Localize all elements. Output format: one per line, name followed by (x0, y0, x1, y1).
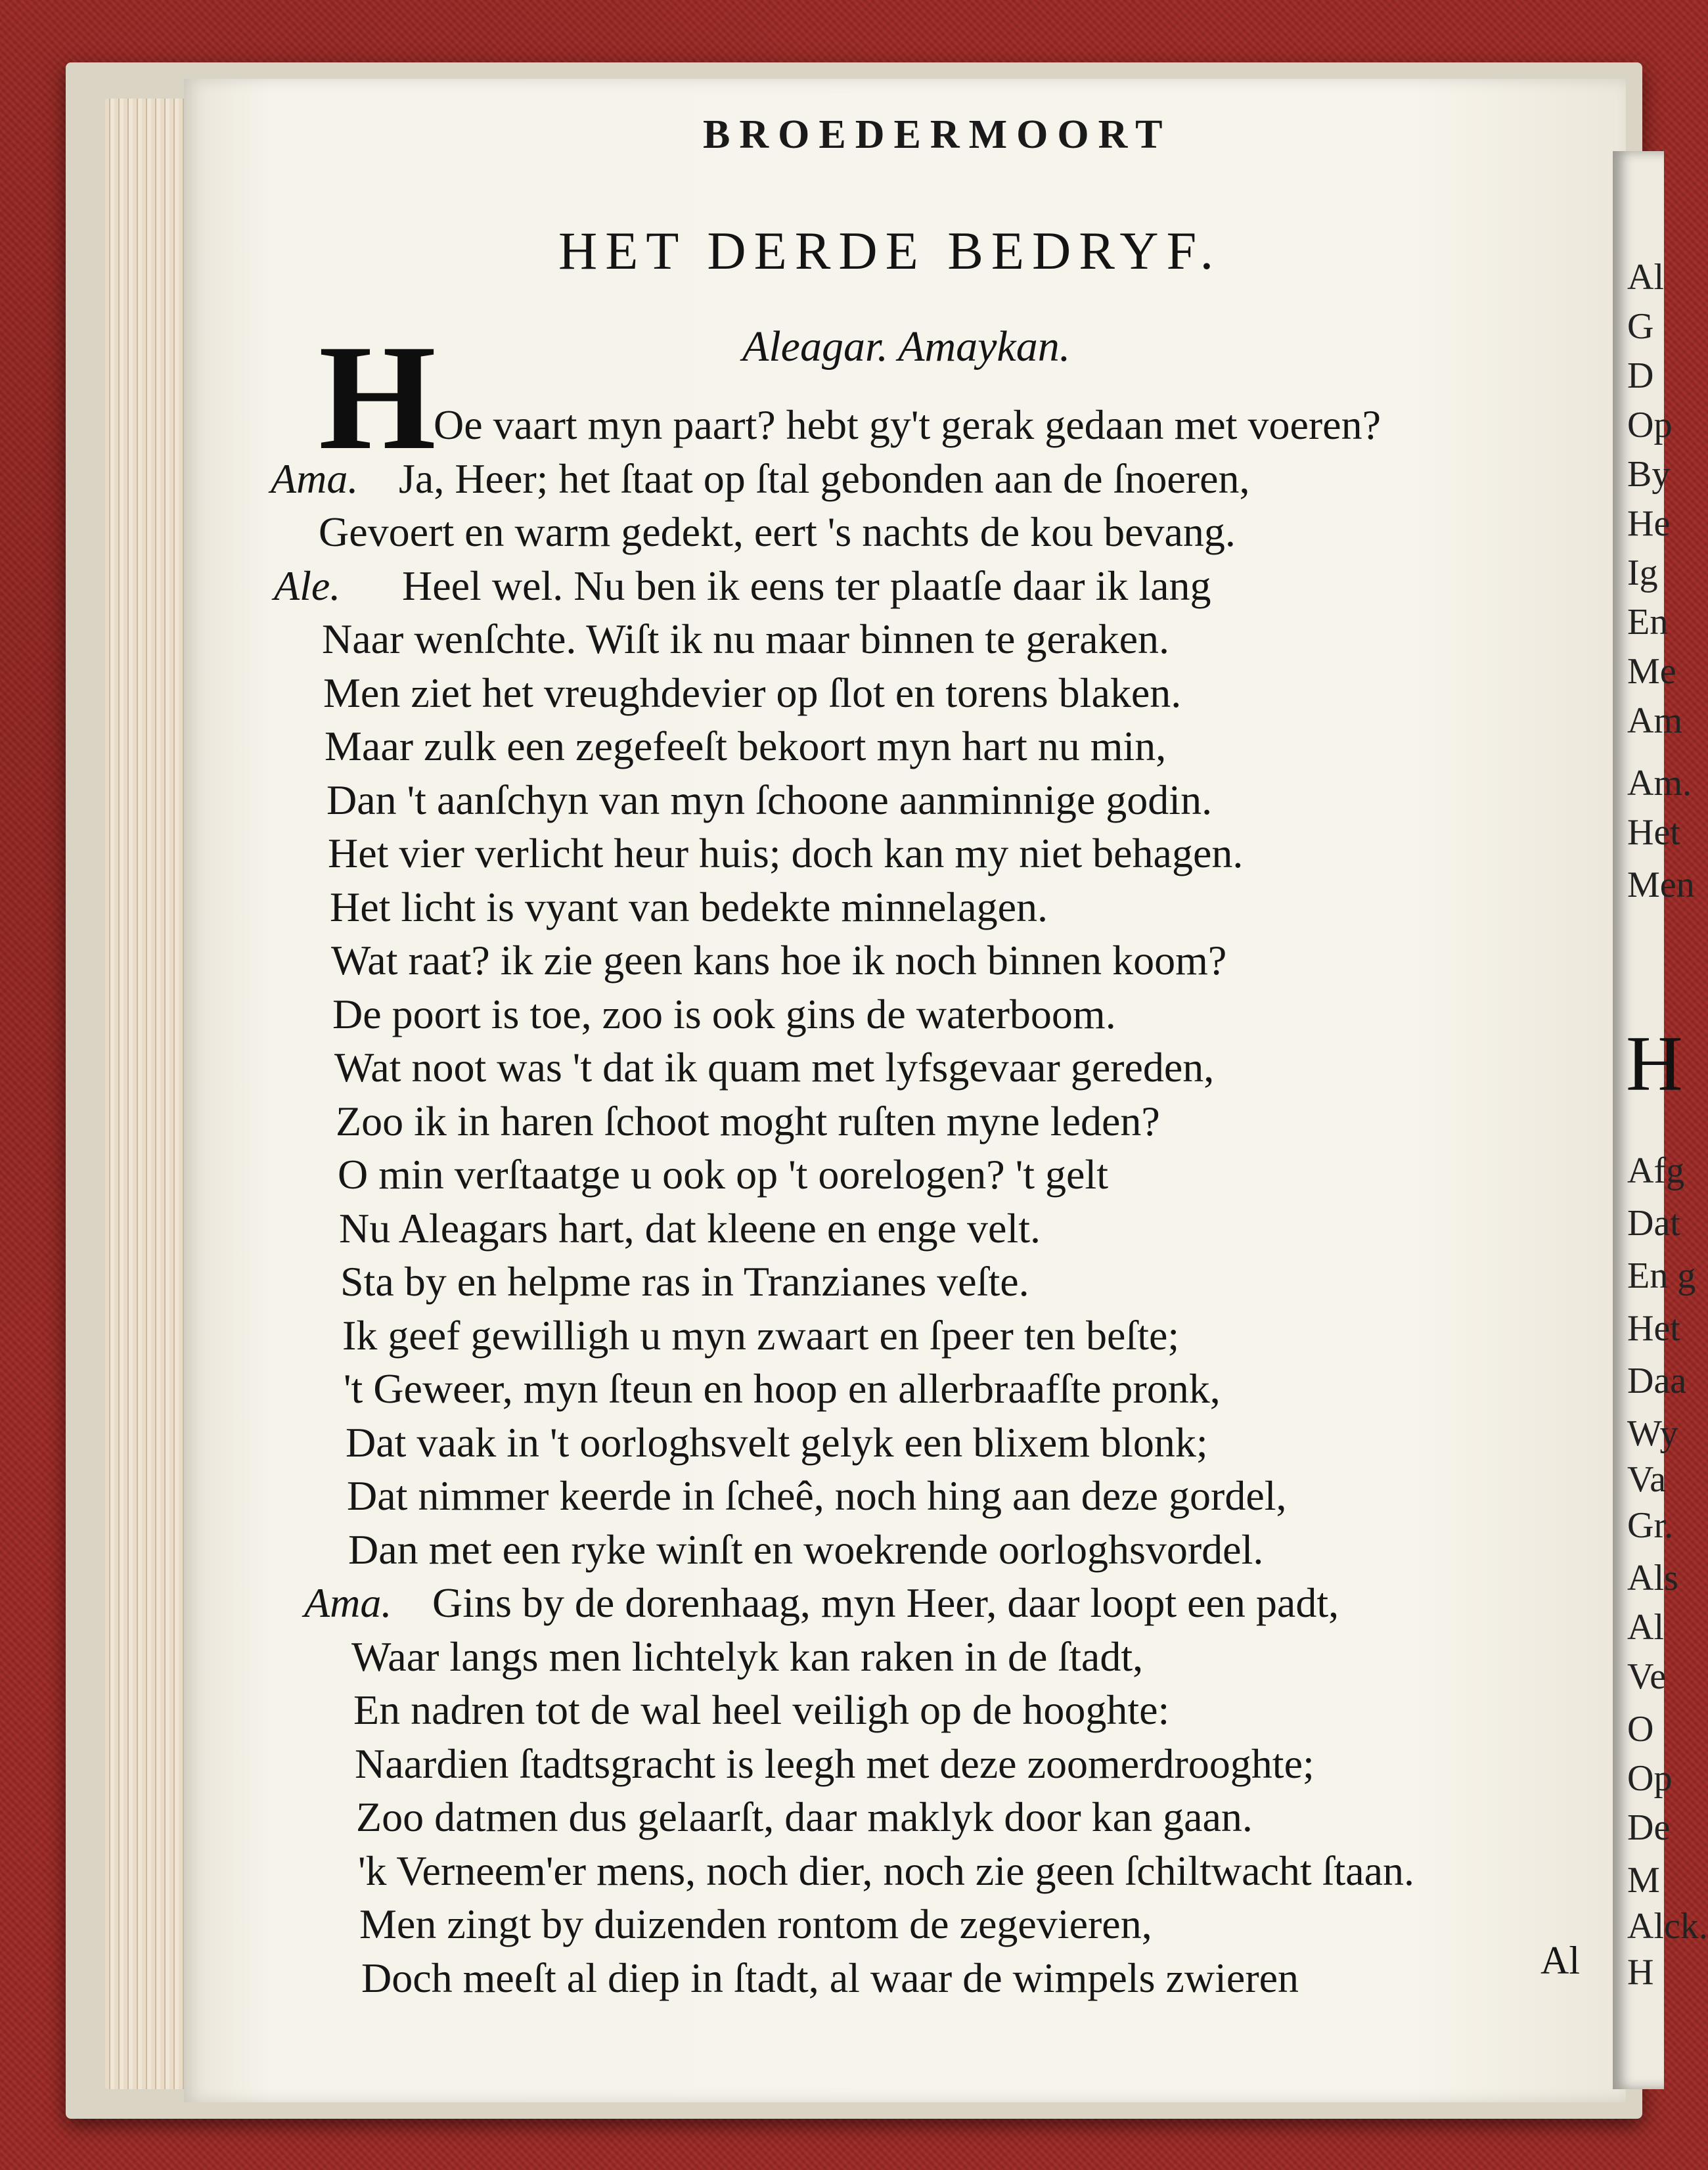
act-title: HET DERDE BEDRYF. (558, 221, 1222, 281)
running-head: BROEDERMOORT (703, 112, 1172, 157)
verse-line: 't Geweer, myn ſteun en hoop en allerbraafſte pronk, (344, 1365, 1221, 1412)
next-page-fragment: Ve (1627, 1656, 1667, 1697)
next-page-fragment: He (1627, 503, 1671, 544)
verse-line: Ja, Heer; het ſtaat op ſtal gebonden aan de ſnoeren, (399, 455, 1250, 502)
next-page-fragment: Daa (1627, 1361, 1687, 1401)
verse-line: Waar langs men lichtelyk kan raken in de ſtadt, (351, 1633, 1144, 1680)
next-page-fragment: Ig (1627, 553, 1658, 593)
next-page-fragment: Alck. (1627, 1906, 1708, 1947)
verse-line: Zoo ik in haren ſchoot moght ruſten myne leden? (336, 1097, 1160, 1144)
next-page-fragment: Al (1627, 1607, 1664, 1648)
speakers-heading: Aleagar. Amaykan. (742, 323, 1071, 371)
verse-line: Naardien ſtadtsgracht is leegh met deze zoomerdrooghte; (355, 1740, 1315, 1787)
next-page-fragment: Me (1627, 651, 1676, 692)
next-page-fragment: Het (1627, 1308, 1680, 1349)
next-page-fragment: Am. (1627, 763, 1692, 803)
next-page-fragment: Op (1627, 405, 1673, 445)
verse-line: Naar wenſchte. Wiſt ik nu maar binnen te geraken. (322, 616, 1169, 662)
speaker-tag: Ama. (304, 1579, 392, 1626)
next-page-fragment: Gr. (1627, 1505, 1673, 1546)
next-page-fragment: De (1627, 1807, 1671, 1848)
verse-line: Wat raat? ik zie geen kans hoe ik noch binnen koom? (331, 937, 1227, 983)
verse-line: 'k Verneem'er mens, noch dier, noch zie geen ſchiltwacht ſtaan. (358, 1847, 1415, 1894)
next-page-fragment: Wy (1627, 1413, 1678, 1454)
catchword: Al (1540, 1939, 1580, 1982)
verse-line: Zoo datmen dus gelaarſt, daar maklyk door kan gaan. (356, 1794, 1253, 1840)
verse-line: Het vier verlicht heur huis; doch kan my niet behagen. (328, 830, 1244, 876)
verse-line: De poort is toe, zoo is ook gins de waterboom. (332, 990, 1116, 1037)
verse-line: Oe vaart myn paart? hebt gy't gerak gedaan met voeren? (434, 401, 1381, 448)
next-page-fragment: Op (1627, 1758, 1673, 1799)
next-page-fragment: G (1627, 306, 1654, 347)
speaker-tag: Ama. (271, 455, 359, 502)
verse-line: Men ziet het vreughdevier op ſlot en torens blaken. (323, 669, 1182, 716)
next-page-drop-cap: H (1626, 1020, 1683, 1107)
verse-line: Ik geef gewilligh u myn zwaart en ſpeer ten beſte; (342, 1311, 1180, 1359)
verse-line: Gins by de dorenhaag, myn Heer, daar loopt een padt, (432, 1579, 1339, 1626)
next-page-fragment: Dat (1627, 1203, 1680, 1244)
verse-line: Men zingt by duizenden rontom de zegevieren, (359, 1901, 1152, 1947)
verse-line: Maar zulk een zegefeeſt bekoort myn hart nu min, (325, 723, 1167, 769)
verse-line: En nadren tot de wal heel veiligh op de hooghte: (353, 1686, 1170, 1733)
next-page-fragment: D (1627, 355, 1654, 396)
next-page-fragment: Het (1627, 812, 1680, 853)
next-page-fragment: H (1627, 1952, 1654, 1993)
verse-line: Nu Aleagars hart, dat kleene en enge velt. (339, 1204, 1041, 1252)
verse-line: Doch meeſt al diep in ſtadt, al waar de wimpels zwieren (361, 1954, 1299, 2001)
verse-line: O min verſtaatge u ook op 't oorelogen? 't gelt (338, 1151, 1108, 1198)
next-page-fragment: Va (1627, 1459, 1667, 1500)
next-page-edge (1613, 151, 1708, 2089)
verse-line: Sta by en helpme ras in Tranzianes veſte. (340, 1258, 1029, 1305)
drop-cap: H (319, 313, 436, 481)
verse-line: Dat nimmer keerde in ſcheê, noch hing aan deze gordel, (347, 1472, 1287, 1519)
next-page-fragment: Afg (1627, 1150, 1685, 1191)
next-page-fragment: Al (1627, 257, 1664, 298)
verse-line: Heel wel. Nu ben ik eens ter plaatſe daar ik lang (402, 562, 1211, 609)
verse-line: Dat vaak in 't oorloghsvelt gelyk een blixem blonk; (346, 1418, 1208, 1466)
verse-line: Dan met een ryke winſt en woekrende oorloghsvordel. (348, 1526, 1264, 1573)
verse-line: Gevoert en warm gedekt, eert 's nachts de kou bevang. (319, 509, 1236, 555)
verse-line: Het licht is vyant van bedekte minnelagen. (330, 883, 1048, 930)
page-edges (105, 99, 197, 2089)
speaker-tag: Ale. (274, 562, 341, 609)
next-page-fragment: Als (1627, 1558, 1678, 1598)
next-page-fragment: By (1627, 454, 1671, 495)
next-page-fragment: O (1627, 1709, 1654, 1750)
verse-line: Dan 't aanſchyn van myn ſchoone aanminnige godin. (326, 776, 1213, 823)
next-page-fragment: En (1627, 602, 1669, 643)
next-page-fragment: Am (1627, 700, 1682, 741)
next-page-fragment: Men (1627, 865, 1695, 905)
next-page-fragment: M (1627, 1860, 1660, 1901)
next-page-fragment: En g (1627, 1255, 1696, 1296)
verse-line: Wat noot was 't dat ik quam met lyfsgevaar gereden, (334, 1044, 1215, 1091)
